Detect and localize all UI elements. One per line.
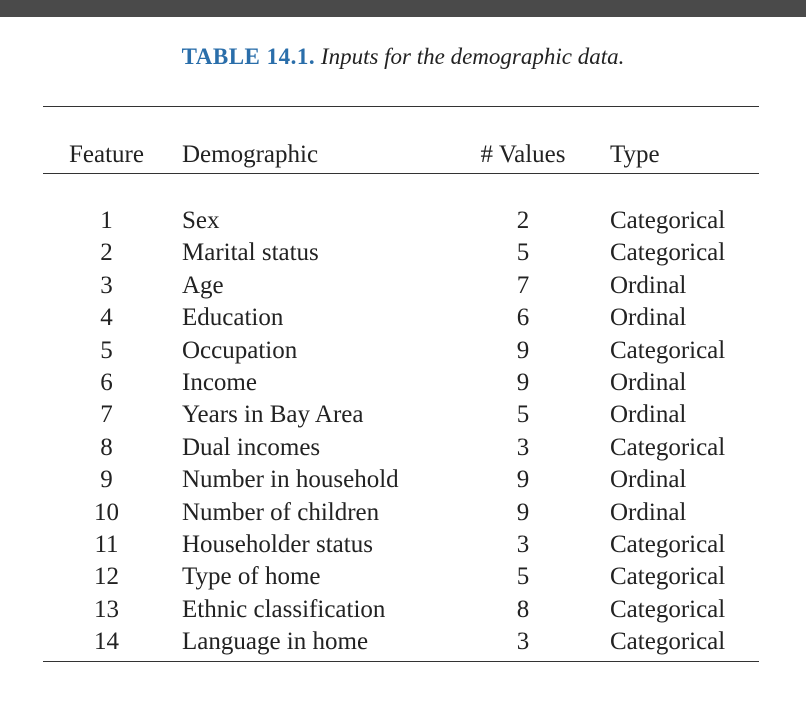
cell-type: Ordinal — [610, 369, 687, 396]
window-top-bar — [0, 0, 806, 17]
table-row — [43, 238, 759, 268]
cell-type: Ordinal — [610, 466, 687, 494]
cell-demographic: Ethnic classification — [182, 595, 386, 623]
header-demographic: Demographic — [182, 141, 319, 168]
cell-feature: 11 — [94, 531, 119, 558]
cell-values: 5 — [516, 401, 530, 429]
table-row — [43, 303, 759, 333]
cell-feature: 2 — [100, 239, 113, 267]
header-type: Type — [610, 141, 660, 168]
cell-values: 7 — [516, 271, 530, 299]
cell-type: Ordinal — [610, 401, 687, 429]
cell-feature: 5 — [100, 336, 113, 364]
cell-values: 9 — [516, 466, 530, 494]
cell-demographic: Education — [182, 304, 284, 332]
cell-values: 9 — [516, 498, 530, 526]
caption-label: TABLE 14.1. — [181, 44, 316, 69]
cell-values: 2 — [516, 207, 530, 234]
cell-demographic: Householder status — [182, 531, 373, 558]
cell-type: Categorical — [610, 207, 726, 234]
cell-demographic: Years in Bay Area — [182, 401, 364, 429]
table-row — [43, 627, 759, 657]
cell-type: Categorical — [610, 595, 726, 623]
cell-feature: 4 — [100, 304, 113, 332]
cell-feature: 10 — [94, 498, 119, 526]
table-bottom-rule — [43, 661, 759, 662]
cell-demographic: Sex — [182, 207, 220, 234]
cell-feature: 13 — [94, 595, 119, 623]
cell-feature: 14 — [94, 628, 119, 656]
table-top-rule — [43, 106, 759, 107]
cell-demographic: Number in household — [182, 466, 399, 494]
cell-demographic: Marital status — [182, 239, 319, 267]
cell-values: 3 — [516, 628, 530, 656]
cell-values: 5 — [516, 239, 530, 267]
cell-type: Ordinal — [610, 304, 687, 332]
cell-feature: 3 — [100, 271, 113, 299]
cell-demographic: Income — [182, 369, 257, 396]
cell-type: Categorical — [610, 239, 726, 267]
cell-type: Categorical — [610, 628, 726, 656]
cell-type: Categorical — [610, 531, 726, 558]
cell-demographic: Dual incomes — [182, 433, 321, 461]
table-row — [43, 336, 759, 366]
table-header-rule — [43, 173, 759, 174]
cell-values: 5 — [516, 563, 530, 591]
header-values: # Values — [480, 141, 566, 168]
cell-feature: 8 — [100, 433, 113, 461]
table-row — [43, 465, 759, 495]
table-row — [43, 530, 759, 560]
cell-values: 3 — [516, 433, 530, 461]
cell-demographic: Type of home — [182, 563, 321, 591]
cell-feature: 12 — [94, 563, 119, 591]
cell-type: Categorical — [610, 433, 726, 461]
table-row — [43, 206, 759, 236]
cell-type: Ordinal — [610, 498, 687, 526]
cell-values: 6 — [516, 304, 530, 332]
cell-demographic: Language in home — [182, 628, 369, 656]
table-row — [43, 498, 759, 528]
cell-demographic: Occupation — [182, 336, 298, 364]
cell-values: 9 — [516, 369, 530, 396]
table-row — [43, 433, 759, 463]
table-header-row — [43, 140, 759, 170]
table-row — [43, 368, 759, 398]
cell-feature: 9 — [100, 466, 113, 494]
cell-values: 8 — [516, 595, 530, 623]
cell-type: Categorical — [610, 563, 726, 591]
cell-demographic: Age — [182, 271, 224, 299]
table-row — [43, 271, 759, 301]
caption-text: Inputs for the demographic data. — [320, 44, 625, 69]
table-row — [43, 595, 759, 625]
cell-feature: 6 — [100, 369, 113, 396]
table-caption — [0, 44, 806, 70]
cell-feature: 1 — [100, 207, 113, 234]
cell-feature: 7 — [100, 401, 113, 429]
cell-demographic: Number of children — [182, 498, 380, 526]
cell-values: 3 — [516, 531, 530, 558]
cell-type: Categorical — [610, 336, 726, 364]
cell-type: Ordinal — [610, 271, 687, 299]
table-row — [43, 400, 759, 430]
header-feature: Feature — [69, 141, 144, 168]
cell-values: 9 — [516, 336, 530, 364]
table-row — [43, 562, 759, 592]
